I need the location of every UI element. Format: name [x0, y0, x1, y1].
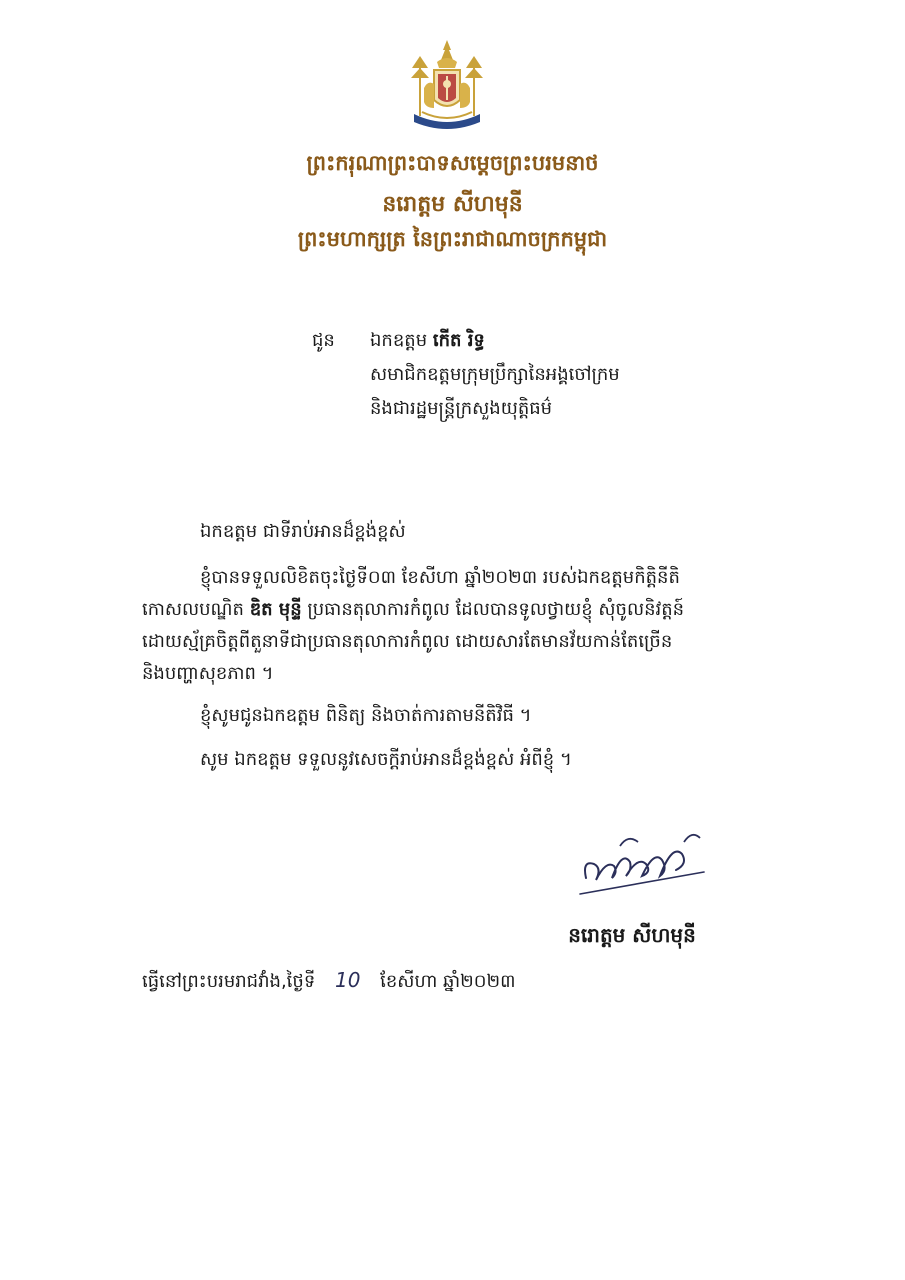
- body-text: កោសលបណ្ឌិត: [142, 599, 250, 620]
- header-king-name: នរោត្តម សីហមុនី: [382, 191, 523, 217]
- header-title-line1: ព្រះករុណាព្រះបាទសម្តេចព្រះបរមនាថ: [306, 150, 599, 175]
- recipient-line1: [370, 328, 485, 355]
- body-paragraph3: សូម ឯកឧត្តម ទទួលនូវសេចក្តីរាប់អានដ៏ខ្ពង់ខ្ពស់ អំពីខ្ញុំ ។: [200, 749, 572, 770]
- recipient-name: កើត រិទ្ធ: [432, 330, 485, 351]
- recipient-honorific: ឯកឧត្តម: [370, 330, 428, 351]
- body-paragraph1-line2: [142, 597, 684, 624]
- recipient-label: ជូន: [312, 330, 335, 351]
- date-line: [142, 968, 516, 996]
- date-prefix: ធ្វើនៅព្រះបរមរាជវាំង,ថ្ងៃទី: [142, 971, 316, 992]
- royal-coat-of-arms-icon: [404, 38, 490, 136]
- body-paragraph1-line4: និងបញ្ហាសុខភាព ។: [142, 663, 274, 684]
- body-paragraph1-line3: ដោយស្ម័គ្រចិត្តពីតួនាទីជាប្រធានតុលាការកំពូល ដោយសារតែមានវ័យកាន់តែច្រើន: [142, 631, 673, 652]
- mentioned-name: ឌិត មុន្ទី: [249, 599, 302, 620]
- salutation: ឯកឧត្តម ជាទីរាប់អានដ៏ខ្ពង់ខ្ពស់: [200, 521, 406, 542]
- recipient-line2: សមាជិកឧត្តមក្រុមប្រឹក្សានៃអង្គចៅក្រម: [370, 364, 620, 385]
- date-day-handwritten: 10: [334, 968, 361, 992]
- body-paragraph1-line1: ខ្ញុំបានទទួលលិខិតចុះថ្ងៃទី០៣ ខែសីហា ឆ្នាំ២០២៣ របស់ឯកឧត្តមកិត្តិនីតិ: [200, 567, 680, 588]
- recipient-line3: និងជារដ្ឋមន្ត្រីក្រសួងយុត្តិធម៌: [370, 398, 553, 419]
- signatory-name: នរោត្តម សីហមុនី: [568, 923, 696, 947]
- date-suffix: ខែសីហា ឆ្នាំ២០២៣: [380, 971, 516, 992]
- body-text: ប្រធានតុលាការកំពូល ដែលបានទូលថ្វាយខ្ញុំ សុំចូលនិវត្តន៍: [301, 599, 685, 620]
- body-paragraph2: ខ្ញុំសូមជូនឯកឧត្តម ពិនិត្យ និងចាត់ការតាមនីតិវិធី ។: [200, 705, 532, 726]
- handwritten-signature: [572, 820, 712, 900]
- header-title-line3: ព្រះមហាក្សត្រ នៃព្រះរាជាណាចក្រកម្ពុជា: [297, 226, 608, 251]
